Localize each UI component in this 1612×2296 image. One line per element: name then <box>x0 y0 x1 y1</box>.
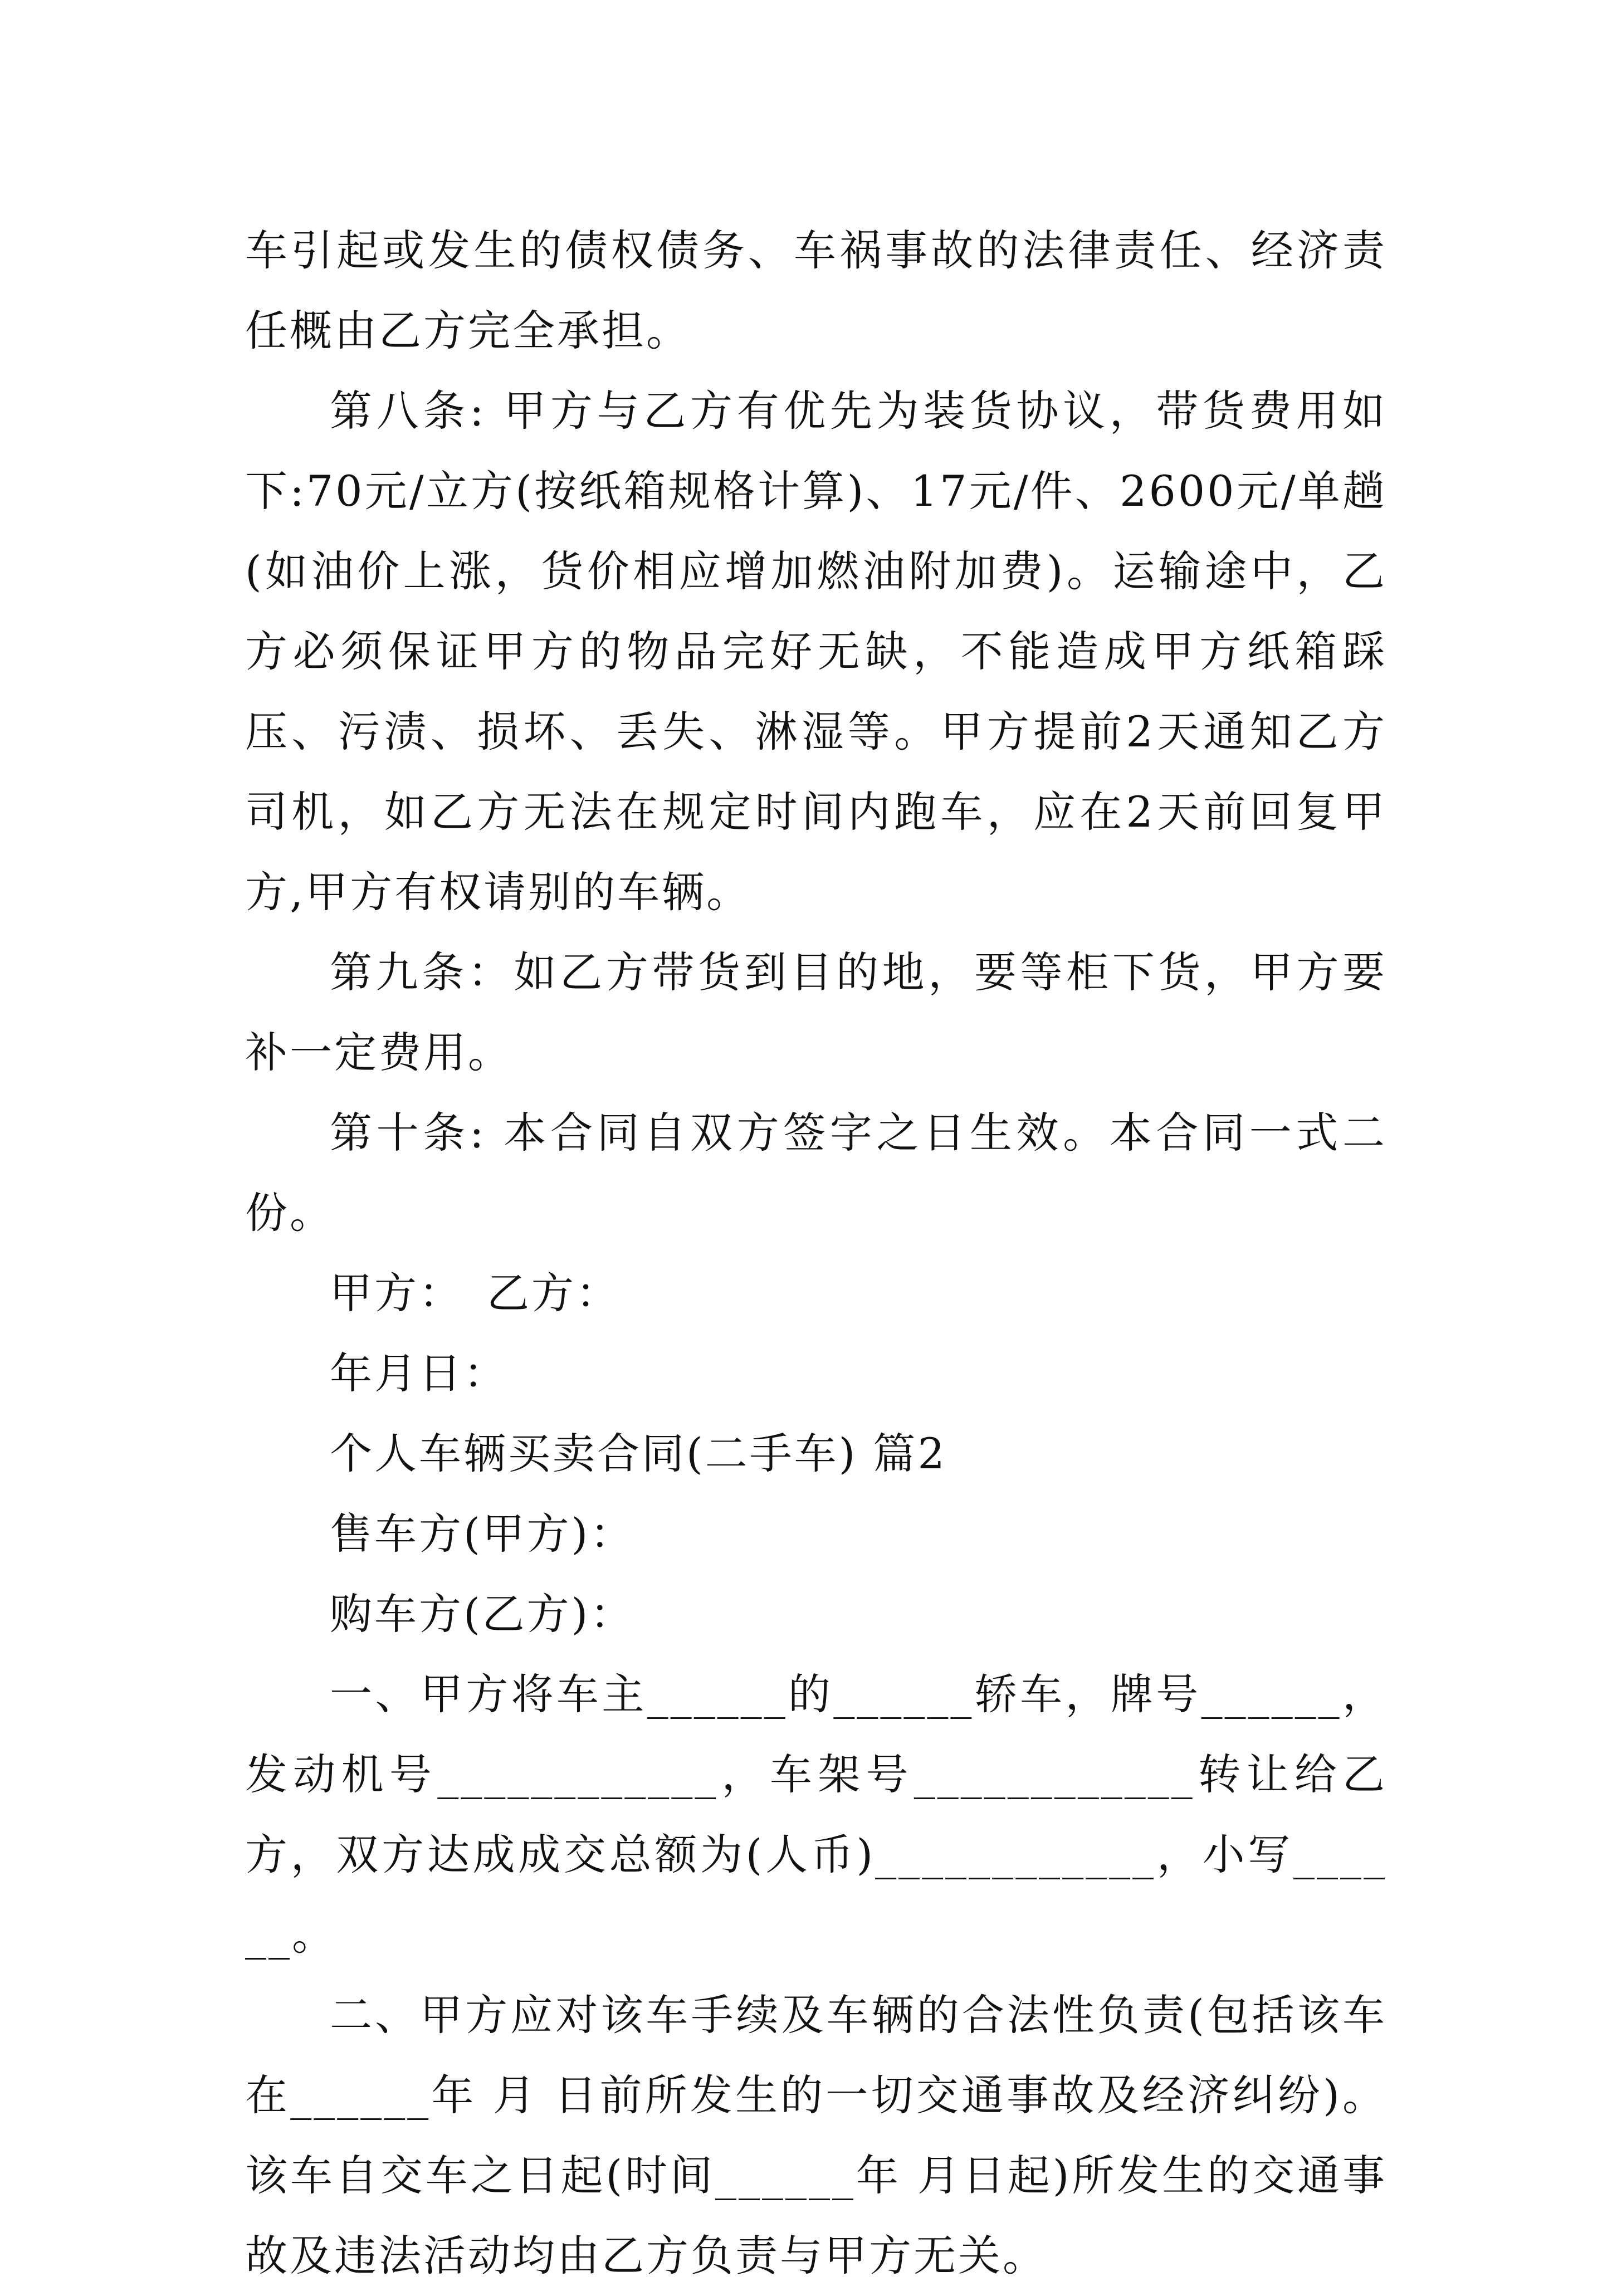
clause-2: 二、甲方应对该车手续及车辆的合法性负责(包括该车在______年 月 日前所发生的一切交通事故及经济纠纷)。该车自交车之日起(时间______年 月日起)所发生的交通事故及违法活动均由乙方负责与甲方无关。 <box>245 1990 1387 2280</box>
document-body <box>245 211 1387 2296</box>
section-title: 个人车辆买卖合同(二手车) 篇2 <box>330 1429 947 1478</box>
seller-line: 售车方(甲方)： <box>330 1509 635 1559</box>
paragraph-article-9: 第九条：如乙方带货到目的地，要等柜下货，甲方要补一定费用。 <box>245 947 1387 1077</box>
paragraph-article-8: 第八条: 甲方与乙方有优先为装货协议，带货费用如下:70元/立方(按纸箱规格计算)、17元/件、2600元/单趟(如油价上涨，货价相应增加燃油附加费)。运输途中，乙方必须保证甲方的物品完好无缺，不能造成甲方纸箱踩压、污渍、损坏、丢失、淋湿等。甲方提前2天通知乙方司机，如乙方无法在规定时间内跑车，应在2天前回复甲方,甲方有权请别的车辆。 <box>245 386 1387 917</box>
paragraph-article-10: 第十条: 本合同自双方签字之日生效。本合同一式二份。 <box>245 1108 1387 1238</box>
date-line: 年月日： <box>330 1349 508 1398</box>
clause-1: 一、甲方将车主______的______轿车，牌号______，发动机号____________，车架号____________转让给乙方，双方达成成交总额为(人币)____________，小写______。 <box>245 1669 1387 1960</box>
paragraph-continuation: 车引起或发生的债权债务、车祸事故的法律责任、经济责任概由乙方完全承担。 <box>245 226 1387 355</box>
signature-parties-line: 甲方： 乙方： <box>330 1268 621 1318</box>
buyer-line: 购车方(乙方)： <box>330 1589 635 1639</box>
